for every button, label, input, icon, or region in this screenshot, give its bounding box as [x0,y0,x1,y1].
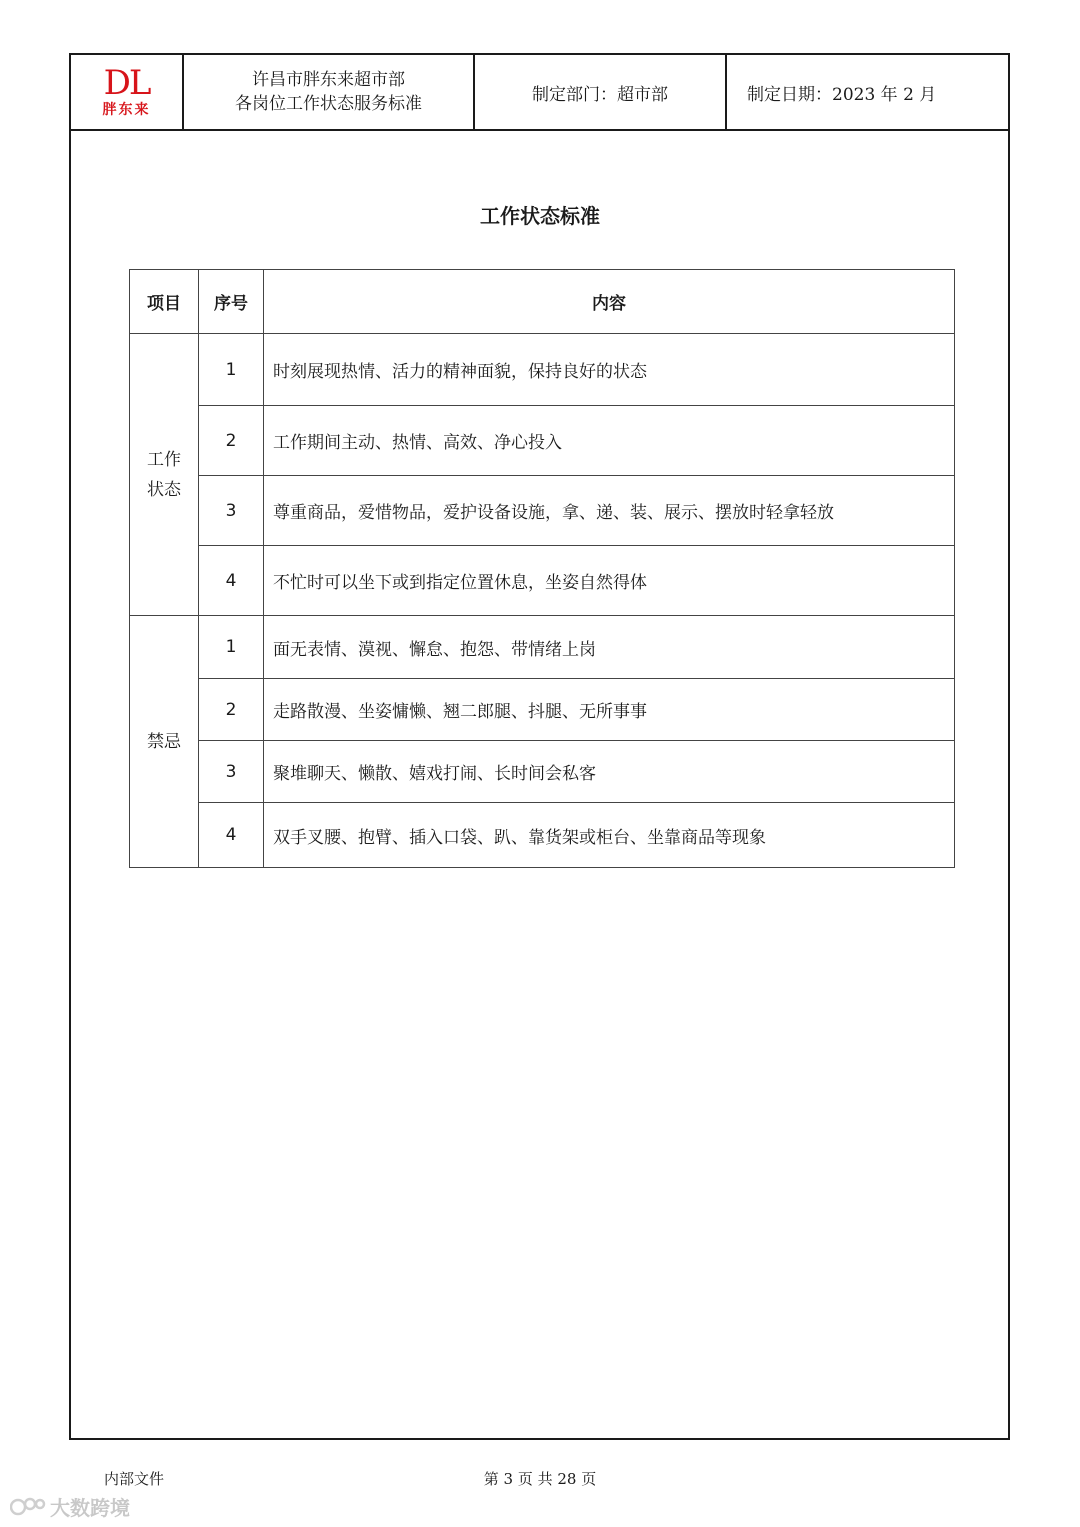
row-index: 1 [199,334,264,406]
row-index: 1 [199,616,264,679]
row-content: 工作期间主动、热情、高效、净心投入 [264,406,955,476]
category-label-line1: 工作 [147,449,181,470]
header-title [182,55,473,129]
category-cell-work-state [130,334,199,616]
category-cell-taboo [130,616,199,868]
table-row [130,334,955,406]
row-index: 4 [199,546,264,616]
logo [71,55,182,129]
row-content: 时刻展现热情、活力的精神面貌，保持良好的状态 [264,334,955,406]
row-index: 3 [199,741,264,803]
document-title: 工作状态标准 [480,204,600,228]
table-row [130,476,955,546]
footer-internal-label: 内部文件 [104,1470,165,1488]
table-row [130,803,955,868]
row-index: 2 [199,406,264,476]
watermark-logo-icon [10,1496,46,1518]
row-index: 2 [199,679,264,741]
header-department: 制定部门：超市部 [473,55,725,129]
standards-table [129,269,955,868]
row-index: 3 [199,476,264,546]
footer-page-number: 第 3 页 共 28 页 [483,1470,597,1488]
row-content: 不忙时可以坐下或到指定位置休息，坐姿自然得体 [264,546,955,616]
header-date: 制定日期：2023 年 2 月 [725,55,1008,129]
column-header-index: 序号 [199,270,264,334]
table-row [130,616,955,679]
logo-mark: DL [103,63,150,103]
column-header-content: 内容 [264,270,955,334]
table-row [130,741,955,803]
row-index: 4 [199,803,264,868]
column-header-item: 项目 [130,270,199,334]
table-row [130,406,955,476]
header-title-line1: 许昌市胖东来超市部 [252,70,405,90]
watermark [10,1492,130,1521]
row-content: 尊重商品，爱惜物品，爱护设备设施，拿、递、装、展示、摆放时轻拿轻放 [264,476,955,546]
category-label-line2: 状态 [147,479,181,500]
table-row [130,546,955,616]
watermark-text: 大数跨境 [50,1496,130,1520]
row-content: 聚堆聊天、懒散、嬉戏打闹、长时间会私客 [264,741,955,803]
table-row [130,679,955,741]
category-label-line1: 禁忌 [147,731,181,752]
row-content: 双手叉腰、抱臂、插入口袋、趴、靠货架或柜台、坐靠商品等现象 [264,803,955,868]
header-title-line2: 各岗位工作状态服务标准 [235,94,422,114]
row-content: 走路散漫、坐姿慵懒、翘二郎腿、抖腿、无所事事 [264,679,955,741]
table-header-row [130,270,955,334]
row-content: 面无表情、漠视、懈怠、抱怨、带情绪上岗 [264,616,955,679]
document-header [71,55,1008,131]
logo-brand: 胖东来 [102,102,151,118]
